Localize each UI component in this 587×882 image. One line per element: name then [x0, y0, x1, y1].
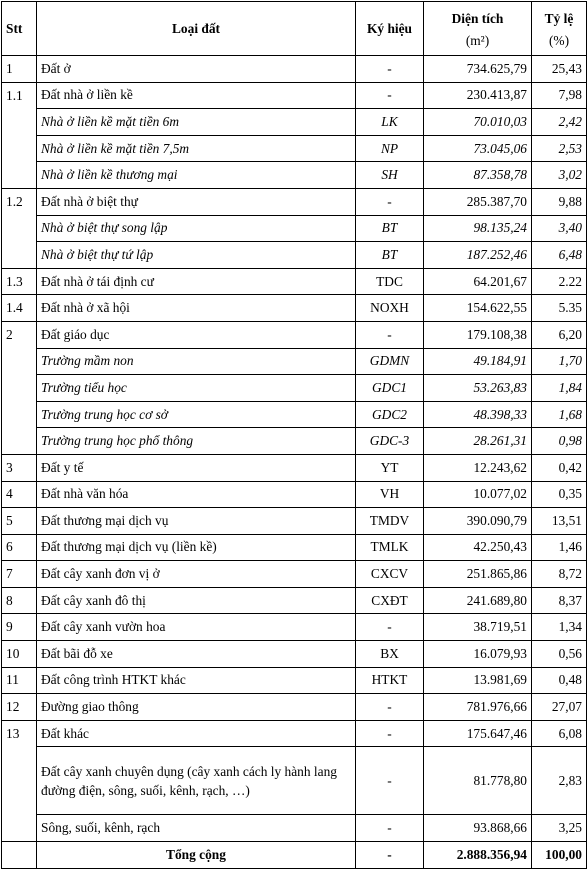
row-area: 12.243,62 — [424, 454, 532, 481]
header-ratio — [532, 2, 587, 56]
table-row — [2, 295, 587, 322]
row-land-type: Đất thương mại dịch vụ (liền kề) — [37, 534, 356, 561]
row-area: 28.261,31 — [424, 428, 532, 455]
table-row — [2, 641, 587, 668]
row-stt — [2, 375, 37, 402]
table-row — [2, 321, 587, 348]
row-symbol: - — [356, 815, 424, 842]
row-ratio: 2.22 — [532, 268, 587, 295]
row-ratio: 3,02 — [532, 162, 587, 189]
row-stt: 12 — [2, 694, 37, 721]
row-ratio: 0,98 — [532, 428, 587, 455]
row-area: 48.398,33 — [424, 401, 532, 428]
table-row — [2, 747, 587, 815]
total-ratio: 100,00 — [532, 842, 587, 869]
row-area: 42.250,43 — [424, 534, 532, 561]
row-symbol: - — [356, 747, 424, 815]
table-body — [2, 56, 587, 869]
row-symbol: - — [356, 321, 424, 348]
header-row — [2, 2, 587, 56]
row-land-type: Nhà ở biệt thự song lập — [37, 215, 356, 242]
row-land-type: Trường trung học cơ sở — [37, 401, 356, 428]
row-symbol: CXCV — [356, 561, 424, 588]
row-stt: 1.4 — [2, 295, 37, 322]
table-row — [2, 428, 587, 455]
row-ratio: 1,68 — [532, 401, 587, 428]
table-row — [2, 56, 587, 83]
row-stt: 6 — [2, 534, 37, 561]
row-area: 53.263,83 — [424, 375, 532, 402]
row-symbol: GDC2 — [356, 401, 424, 428]
total-area: 2.888.356,94 — [424, 842, 532, 869]
row-ratio: 3,40 — [532, 215, 587, 242]
row-land-type: Đất ở — [37, 56, 356, 83]
row-stt — [2, 135, 37, 162]
row-land-type: Đất nhà ở biệt thự — [37, 188, 356, 215]
row-land-type: Trường trung học phổ thông — [37, 428, 356, 455]
row-stt: 10 — [2, 641, 37, 668]
header-ratio-label: Tỷ lệ — [544, 10, 574, 26]
row-stt: 9 — [2, 614, 37, 641]
table-row — [2, 481, 587, 508]
row-area: 64.201,67 — [424, 268, 532, 295]
row-area: 187.252,46 — [424, 242, 532, 269]
table-row — [2, 375, 587, 402]
row-symbol: BT — [356, 215, 424, 242]
row-area: 49.184,91 — [424, 348, 532, 375]
row-ratio: 7,98 — [532, 82, 587, 109]
row-land-type: Đất nhà ở xã hội — [37, 295, 356, 322]
table-row — [2, 667, 587, 694]
total-label: Tổng cộng — [37, 842, 356, 869]
row-land-type: Đất nhà ở tái định cư — [37, 268, 356, 295]
row-symbol: - — [356, 188, 424, 215]
header-area — [424, 2, 532, 56]
row-area: 781.976,66 — [424, 694, 532, 721]
row-ratio: 6,20 — [532, 321, 587, 348]
row-land-type: Đất khác — [37, 720, 356, 747]
row-land-type: Đất công trình HTKT khác — [37, 667, 356, 694]
total-row — [2, 842, 587, 869]
row-stt — [2, 242, 37, 269]
row-stt — [2, 747, 37, 815]
header-area-label: Diện tích — [451, 10, 504, 26]
row-symbol: BT — [356, 242, 424, 269]
row-area: 241.689,80 — [424, 587, 532, 614]
header-area-unit: (m²) — [465, 32, 490, 48]
row-ratio: 6,48 — [532, 242, 587, 269]
table-row — [2, 242, 587, 269]
row-symbol: - — [356, 614, 424, 641]
row-area: 175.647,46 — [424, 720, 532, 747]
row-ratio: 1,70 — [532, 348, 587, 375]
row-area: 98.135,24 — [424, 215, 532, 242]
row-stt — [2, 162, 37, 189]
row-symbol: NP — [356, 135, 424, 162]
row-land-type: Đường giao thông — [37, 694, 356, 721]
row-ratio: 1,46 — [532, 534, 587, 561]
total-symbol: - — [356, 842, 424, 869]
row-ratio: 0,56 — [532, 641, 587, 668]
row-land-type: Đất y tế — [37, 454, 356, 481]
row-ratio: 5.35 — [532, 295, 587, 322]
row-stt: 1.3 — [2, 268, 37, 295]
row-ratio: 13,51 — [532, 508, 587, 535]
row-stt: 1.2 — [2, 188, 37, 215]
table-row — [2, 508, 587, 535]
row-symbol: GDMN — [356, 348, 424, 375]
row-stt: 13 — [2, 720, 37, 747]
row-land-type: Đất cây xanh đô thị — [37, 587, 356, 614]
header-land-type: Loại đất — [37, 2, 356, 56]
row-area: 154.622,55 — [424, 295, 532, 322]
row-symbol: VH — [356, 481, 424, 508]
row-ratio: 25,43 — [532, 56, 587, 83]
table-row — [2, 135, 587, 162]
row-ratio: 8,37 — [532, 587, 587, 614]
row-symbol: GDC-3 — [356, 428, 424, 455]
row-symbol: GDC1 — [356, 375, 424, 402]
row-land-type: Nhà ở biệt thự tứ lập — [37, 242, 356, 269]
table-row — [2, 348, 587, 375]
row-land-type: Nhà ở liền kề thương mại — [37, 162, 356, 189]
row-ratio: 3,25 — [532, 815, 587, 842]
table-row — [2, 162, 587, 189]
row-symbol: TMDV — [356, 508, 424, 535]
table-row — [2, 815, 587, 842]
row-area: 70.010,03 — [424, 109, 532, 136]
row-land-type: Trường mầm non — [37, 348, 356, 375]
table-row — [2, 720, 587, 747]
row-ratio: 2,42 — [532, 109, 587, 136]
row-symbol: - — [356, 694, 424, 721]
row-symbol: TDC — [356, 268, 424, 295]
land-use-table — [1, 1, 587, 869]
row-area: 38.719,51 — [424, 614, 532, 641]
row-stt: 3 — [2, 454, 37, 481]
row-area: 734.625,79 — [424, 56, 532, 83]
row-symbol: TMLK — [356, 534, 424, 561]
table-row — [2, 82, 587, 109]
row-ratio: 1,34 — [532, 614, 587, 641]
row-area: 10.077,02 — [424, 481, 532, 508]
row-stt — [2, 401, 37, 428]
table-row — [2, 215, 587, 242]
row-ratio: 9,88 — [532, 188, 587, 215]
table-row — [2, 614, 587, 641]
row-area: 285.387,70 — [424, 188, 532, 215]
row-symbol: LK — [356, 109, 424, 136]
row-stt: 8 — [2, 587, 37, 614]
row-ratio: 1,84 — [532, 375, 587, 402]
row-area: 81.778,80 — [424, 747, 532, 815]
row-stt: 2 — [2, 321, 37, 348]
row-area: 13.981,69 — [424, 667, 532, 694]
row-stt: 1 — [2, 56, 37, 83]
table-row — [2, 694, 587, 721]
row-ratio: 27,07 — [532, 694, 587, 721]
row-stt: 11 — [2, 667, 37, 694]
row-area: 87.358,78 — [424, 162, 532, 189]
row-stt — [2, 348, 37, 375]
row-symbol: - — [356, 720, 424, 747]
row-land-type: Đất giáo dục — [37, 321, 356, 348]
row-area: 93.868,66 — [424, 815, 532, 842]
row-ratio: 0,35 — [532, 481, 587, 508]
row-stt — [2, 109, 37, 136]
row-area: 73.045,06 — [424, 135, 532, 162]
row-symbol: - — [356, 56, 424, 83]
header-stt: Stt — [2, 2, 37, 56]
row-land-type: Đất cây xanh đơn vị ở — [37, 561, 356, 588]
row-land-type: Nhà ở liền kề mặt tiền 7,5m — [37, 135, 356, 162]
row-ratio: 0,48 — [532, 667, 587, 694]
row-area: 390.090,79 — [424, 508, 532, 535]
row-symbol: - — [356, 82, 424, 109]
row-land-type: Đất cây xanh chuyên dụng (cây xanh cách ly hành lang đường điện, sông, suối, kênh, rạch, …) — [37, 747, 356, 815]
row-area: 16.079,93 — [424, 641, 532, 668]
header-symbol: Ký hiệu — [356, 2, 424, 56]
row-ratio: 6,08 — [532, 720, 587, 747]
row-area: 251.865,86 — [424, 561, 532, 588]
row-land-type: Đất bãi đỗ xe — [37, 641, 356, 668]
row-land-type: Trường tiểu học — [37, 375, 356, 402]
row-land-type: Sông, suối, kênh, rạch — [37, 815, 356, 842]
header-ratio-unit: (%) — [548, 32, 570, 48]
row-stt — [2, 815, 37, 842]
total-stt — [2, 842, 37, 869]
row-symbol: CXĐT — [356, 587, 424, 614]
row-land-type: Đất nhà ở liền kề — [37, 82, 356, 109]
table-row — [2, 454, 587, 481]
row-stt — [2, 215, 37, 242]
row-ratio: 2,83 — [532, 747, 587, 815]
row-symbol: SH — [356, 162, 424, 189]
row-symbol: HTKT — [356, 667, 424, 694]
row-ratio: 2,53 — [532, 135, 587, 162]
row-land-type: Đất nhà văn hóa — [37, 481, 356, 508]
table-row — [2, 401, 587, 428]
row-area: 230.413,87 — [424, 82, 532, 109]
row-symbol: BX — [356, 641, 424, 668]
row-land-type: Đất cây xanh vườn hoa — [37, 614, 356, 641]
row-symbol: YT — [356, 454, 424, 481]
table-row — [2, 188, 587, 215]
row-ratio: 0,42 — [532, 454, 587, 481]
row-symbol: NOXH — [356, 295, 424, 322]
row-stt: 5 — [2, 508, 37, 535]
table-row — [2, 561, 587, 588]
row-stt: 1.1 — [2, 82, 37, 109]
row-ratio: 8,72 — [532, 561, 587, 588]
row-stt — [2, 428, 37, 455]
table-row — [2, 268, 587, 295]
row-area: 179.108,38 — [424, 321, 532, 348]
row-land-type: Nhà ở liền kề mặt tiền 6m — [37, 109, 356, 136]
table-row — [2, 534, 587, 561]
table-row — [2, 109, 587, 136]
row-stt: 4 — [2, 481, 37, 508]
table-row — [2, 587, 587, 614]
row-stt: 7 — [2, 561, 37, 588]
row-land-type: Đất thương mại dịch vụ — [37, 508, 356, 535]
